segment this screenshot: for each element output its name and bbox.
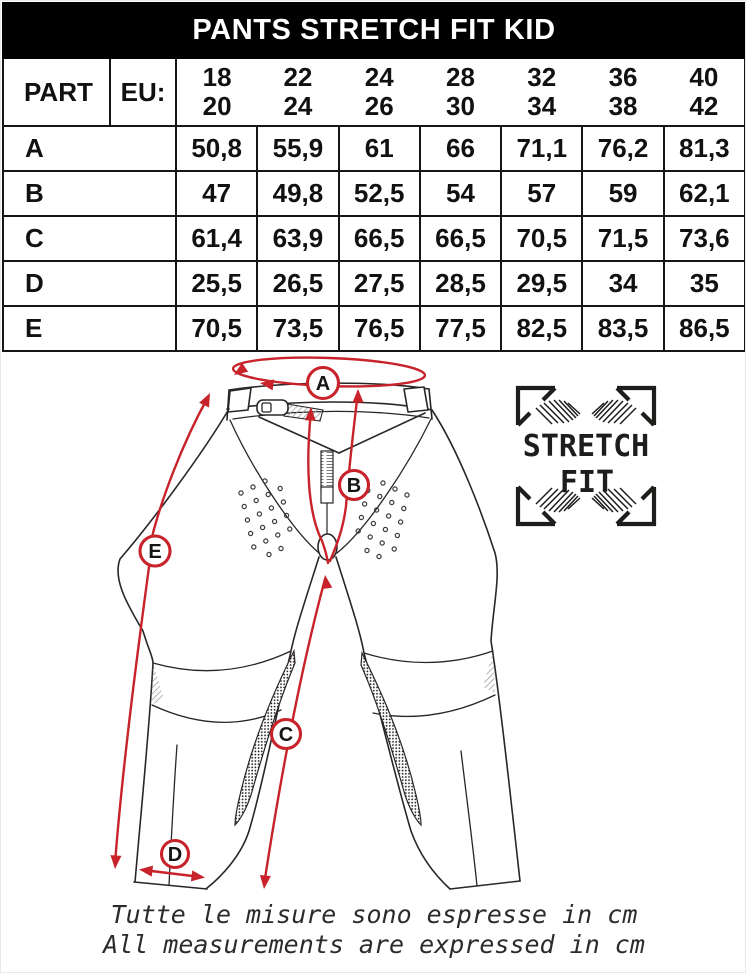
measurement-value: 66,5	[420, 216, 501, 261]
knee-panel-right	[361, 653, 421, 825]
part-label: C	[3, 216, 176, 261]
measurement-value: 81,3	[664, 126, 745, 171]
measurement-value: 52,5	[339, 171, 420, 216]
measure-e-line	[152, 397, 208, 537]
measurement-value: 66,5	[339, 216, 420, 261]
size-column-header: 18 20	[176, 58, 257, 126]
measure-label-a	[308, 368, 339, 399]
measurement-value: 50,8	[176, 126, 257, 171]
size-table	[2, 2, 746, 352]
size-column-header: 32 34	[501, 58, 582, 126]
measurement-value: 34	[582, 261, 663, 306]
part-column-header: PART	[3, 58, 110, 126]
measurement-note-english: All measurements are expressed in cm	[103, 930, 645, 959]
stretch-fit-text-line1: STRETCH	[522, 429, 650, 464]
measurement-value: 59	[582, 171, 663, 216]
measurement-value: 63,9	[257, 216, 338, 261]
size-column-header: 22 24	[257, 58, 338, 126]
measurement-note-italian: Tutte le misure sono espresse in cm	[110, 900, 638, 929]
table-row	[3, 126, 745, 171]
size-column-header: 36 38	[582, 58, 663, 126]
measurement-value: 66	[420, 126, 501, 171]
waist-tab-left	[228, 388, 251, 412]
measurement-value: 76,2	[582, 126, 663, 171]
measure-label-c	[272, 720, 301, 749]
measurement-value: 57	[501, 171, 582, 216]
measurement-value: 73,6	[664, 216, 745, 261]
measurement-value: 35	[664, 261, 745, 306]
size-column-header: 40 42	[664, 58, 745, 126]
table-header-row	[3, 58, 745, 126]
measurement-value: 62,1	[664, 171, 745, 216]
table-row	[3, 216, 745, 261]
measurement-value: 61,4	[176, 216, 257, 261]
measurement-value: 27,5	[339, 261, 420, 306]
measurement-value: 76,5	[339, 306, 420, 351]
measure-label-b	[340, 471, 369, 500]
measurement-value: 61	[339, 126, 420, 171]
measurement-value: 70,5	[501, 216, 582, 261]
eu-column-header: EU:	[110, 58, 176, 126]
measurement-value: 29,5	[501, 261, 582, 306]
measurement-value: 83,5	[582, 306, 663, 351]
svg-text:D: D	[167, 844, 183, 866]
page-title: PANTS STRETCH FIT KID	[3, 3, 745, 58]
table-title-row	[3, 3, 745, 58]
measurement-value: 70,5	[176, 306, 257, 351]
zipper	[321, 451, 333, 535]
svg-text:E: E	[148, 541, 162, 563]
measure-label-e	[140, 536, 170, 566]
stretch-arrow-top-right-icon	[592, 388, 654, 425]
stretch-fit-text-line2: FIT	[559, 465, 615, 500]
part-label: E	[3, 306, 176, 351]
measurement-value: 28,5	[420, 261, 501, 306]
knee-hatch-left	[151, 663, 164, 705]
measurement-value: 47	[176, 171, 257, 216]
measurement-value: 49,8	[257, 171, 338, 216]
svg-text:A: A	[315, 373, 331, 395]
measure-label-d	[162, 841, 189, 868]
measurement-value: 71,1	[501, 126, 582, 171]
table-row	[3, 261, 745, 306]
measurement-value: 54	[420, 171, 501, 216]
table-row	[3, 171, 745, 216]
measurement-value: 71,5	[582, 216, 663, 261]
stretch-arrow-top-left-icon	[518, 388, 580, 425]
knee-hatch-right	[483, 651, 495, 693]
svg-text:C: C	[278, 724, 294, 746]
measurement-value: 77,5	[420, 306, 501, 351]
part-label: D	[3, 261, 176, 306]
measurement-value: 82,5	[501, 306, 582, 351]
table-body	[3, 126, 745, 351]
size-column-header: 24 26	[339, 58, 420, 126]
part-label: B	[3, 171, 176, 216]
size-column-header: 28 30	[420, 58, 501, 126]
measurement-value: 26,5	[257, 261, 338, 306]
waist-tab-right	[404, 387, 428, 412]
measurement-value: 55,9	[257, 126, 338, 171]
measurement-value: 25,5	[176, 261, 257, 306]
perforation-dots-left	[239, 479, 292, 557]
measurement-value: 73,5	[257, 306, 338, 351]
pants-diagram	[1, 339, 746, 903]
measurement-value: 86,5	[664, 306, 745, 351]
measurement-note	[1, 900, 746, 960]
stretch-fit-logo	[518, 388, 654, 524]
part-label: A	[3, 126, 176, 171]
svg-text:B: B	[346, 475, 362, 497]
